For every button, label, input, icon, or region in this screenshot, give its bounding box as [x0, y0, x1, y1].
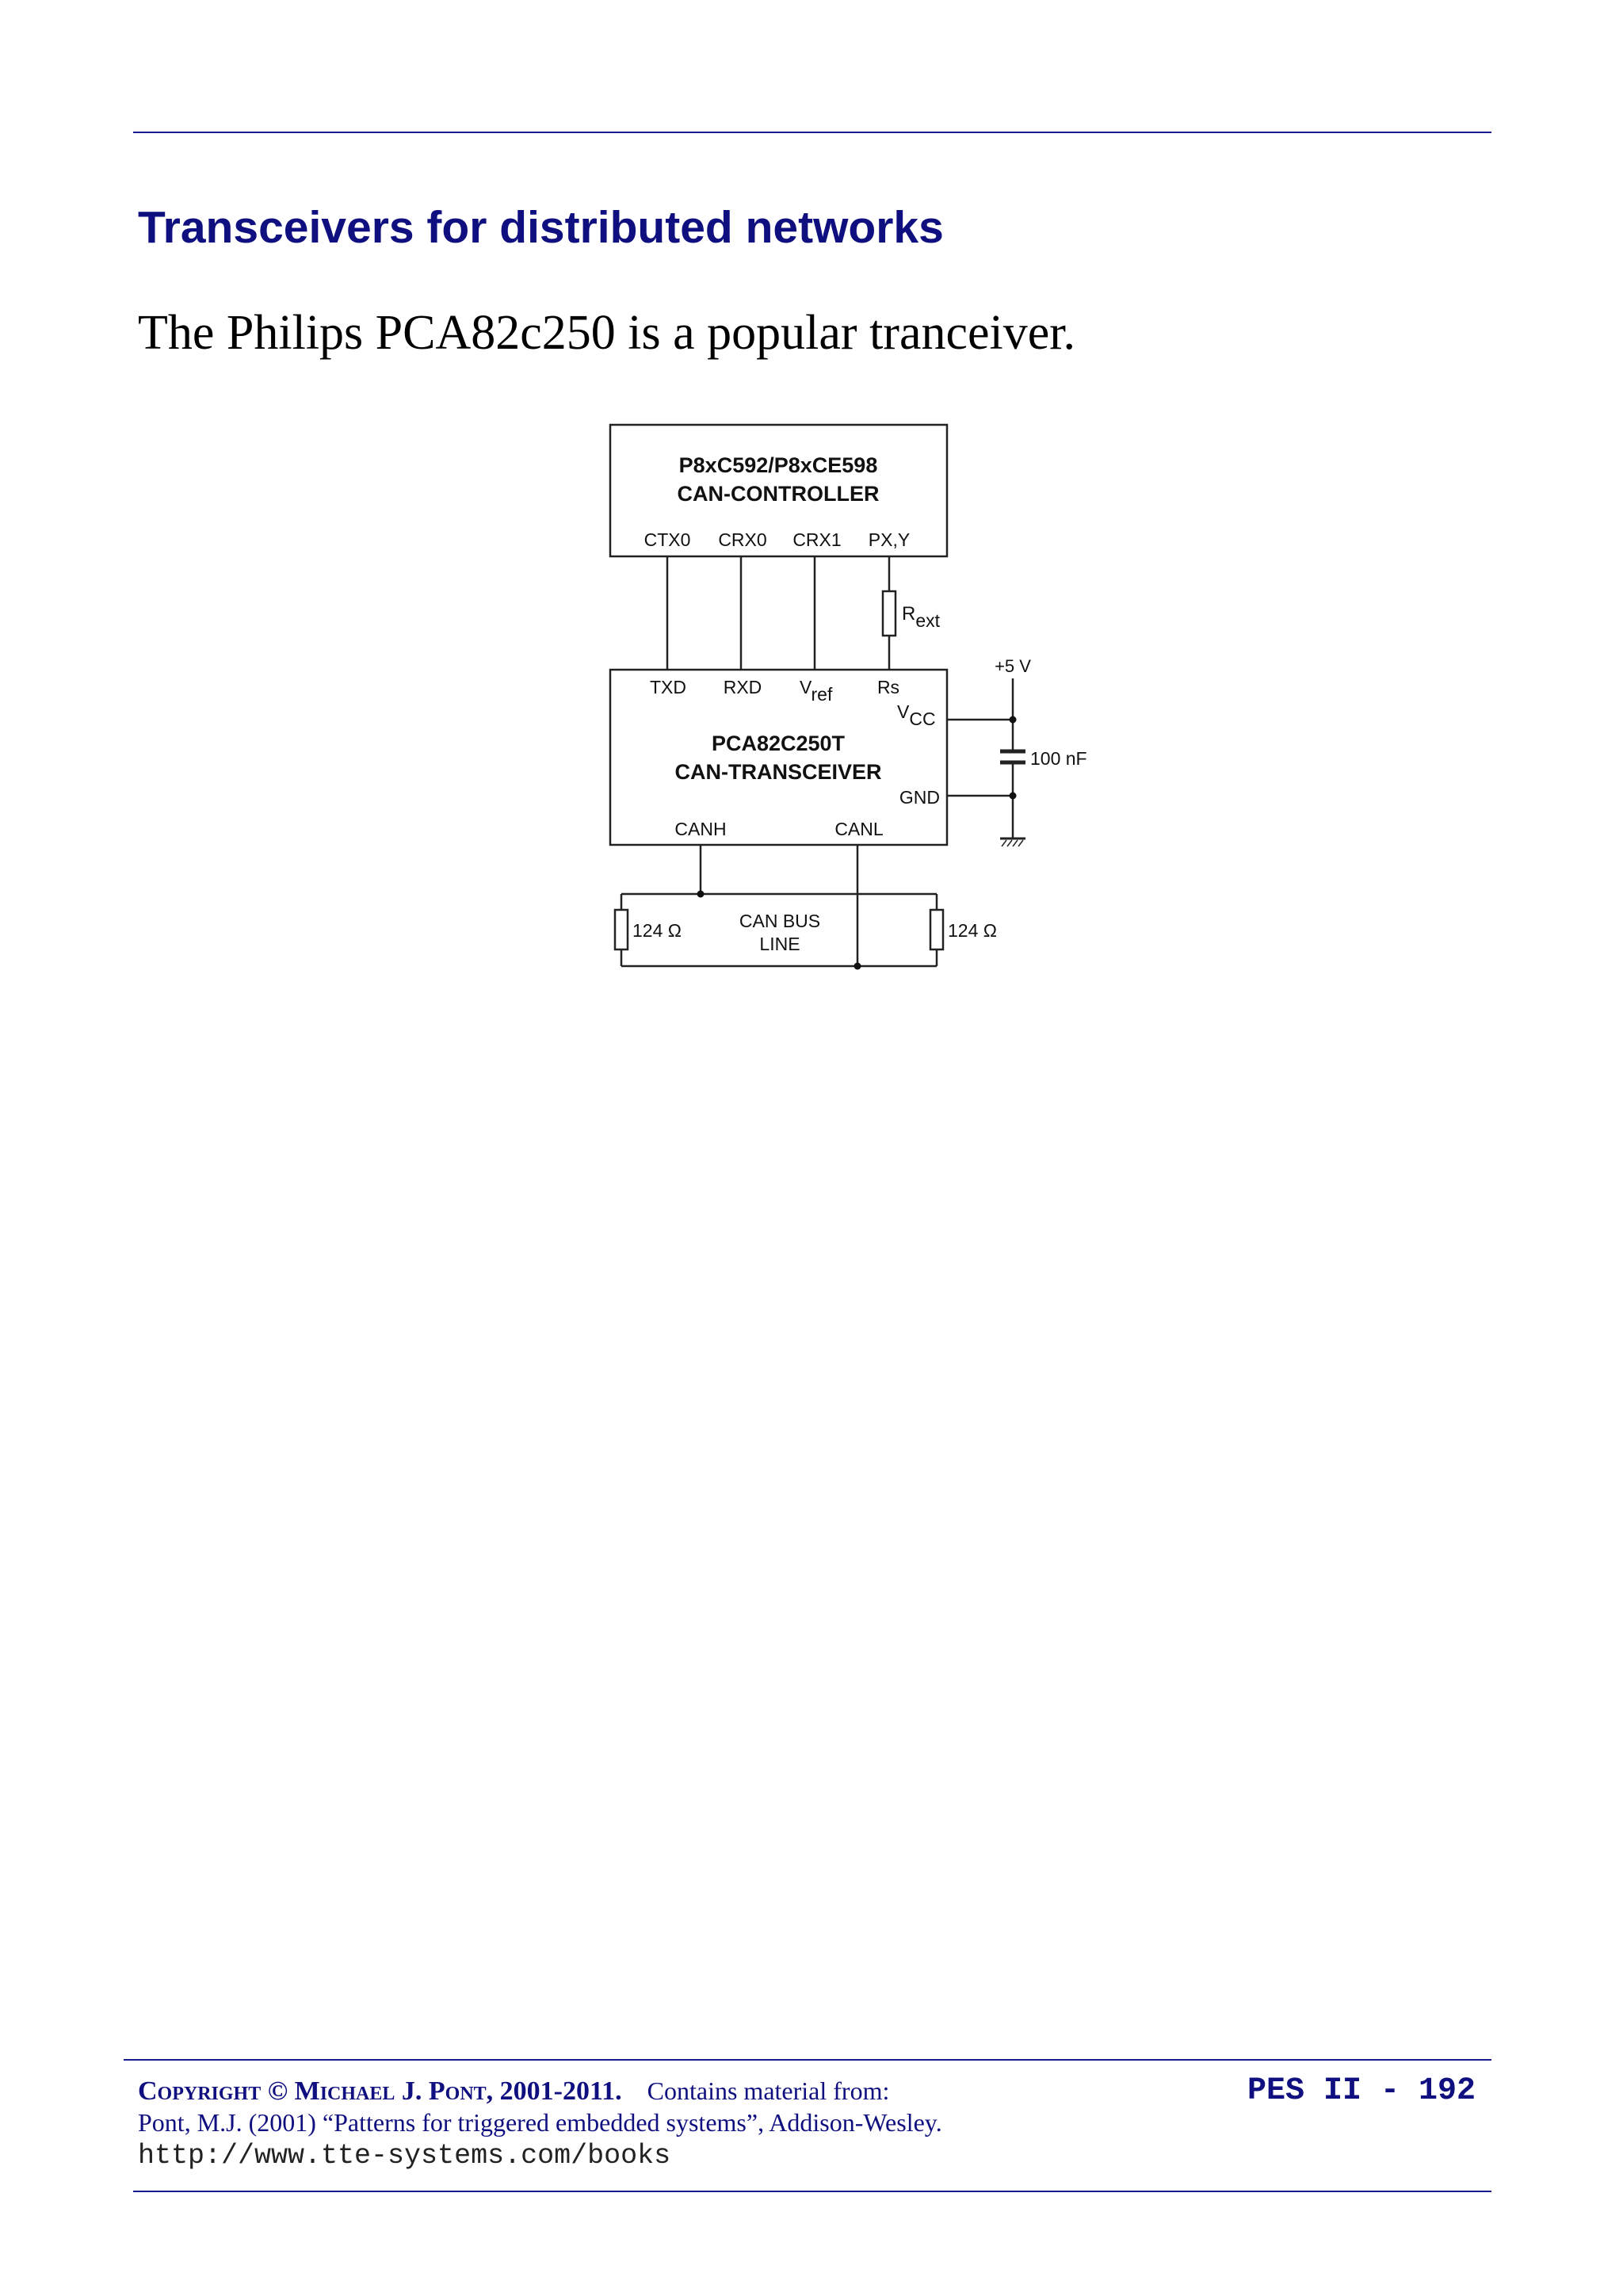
- footer-citation: Pont, M.J. (2001) “Patterns for triggered embedded systems”, Addison-Wesley.: [138, 2108, 942, 2137]
- footer-rule-top: [124, 2059, 1491, 2061]
- pin-pxy: PX,Y: [868, 529, 911, 550]
- supply-label: +5 V: [995, 656, 1031, 676]
- pin-gnd: GND: [899, 787, 940, 808]
- bus-label-line2: LINE: [759, 934, 800, 954]
- pin-crx0: CRX0: [718, 529, 767, 550]
- footer-url[interactable]: http://www.tte-systems.com/books: [138, 2140, 671, 2172]
- pin-ctx0: CTX0: [643, 529, 691, 550]
- lead-text: The Philips PCA82c250 is a popular tranceiver.: [138, 306, 1075, 360]
- pin-rs: Rs: [876, 677, 900, 697]
- controller-type: CAN-CONTROLLER: [677, 482, 880, 506]
- pin-canl: CANL: [834, 819, 884, 839]
- transceiver-type: CAN-TRANSCEIVER: [674, 760, 882, 784]
- rext-label: Rext: [902, 603, 941, 631]
- pin-crx1: CRX1: [792, 529, 842, 550]
- resistor-left-label: 124 Ω: [632, 920, 682, 941]
- page-title: Transceivers for distributed networks: [138, 202, 944, 253]
- contains-text: Contains material from:: [647, 2076, 890, 2105]
- pin-vref: Vref: [800, 677, 833, 705]
- termination-resistor-left: [615, 910, 628, 949]
- pin-txd: TXD: [650, 677, 686, 697]
- rext-resistor: [883, 591, 896, 636]
- footer-copyright-line: [138, 2076, 889, 2107]
- termination-resistor-right: [930, 910, 943, 949]
- transceiver-name: PCA82C250T: [711, 732, 846, 755]
- copyright-text: Copyright © Michael J. Pont, 2001-2011.: [138, 2076, 622, 2106]
- resistor-right-label: 124 Ω: [948, 920, 997, 941]
- pin-canh: CANH: [674, 819, 727, 839]
- pin-vcc: VCC: [897, 701, 936, 729]
- pin-rxd: RXD: [723, 677, 762, 697]
- footer-rule-bottom: [133, 2191, 1491, 2192]
- page-number: PES II - 192: [1247, 2073, 1476, 2109]
- controller-name: P8xC592/P8xCE598: [678, 453, 878, 477]
- bus-label-line1: CAN BUS: [739, 911, 821, 931]
- capacitor-label: 100 nF: [1030, 748, 1087, 769]
